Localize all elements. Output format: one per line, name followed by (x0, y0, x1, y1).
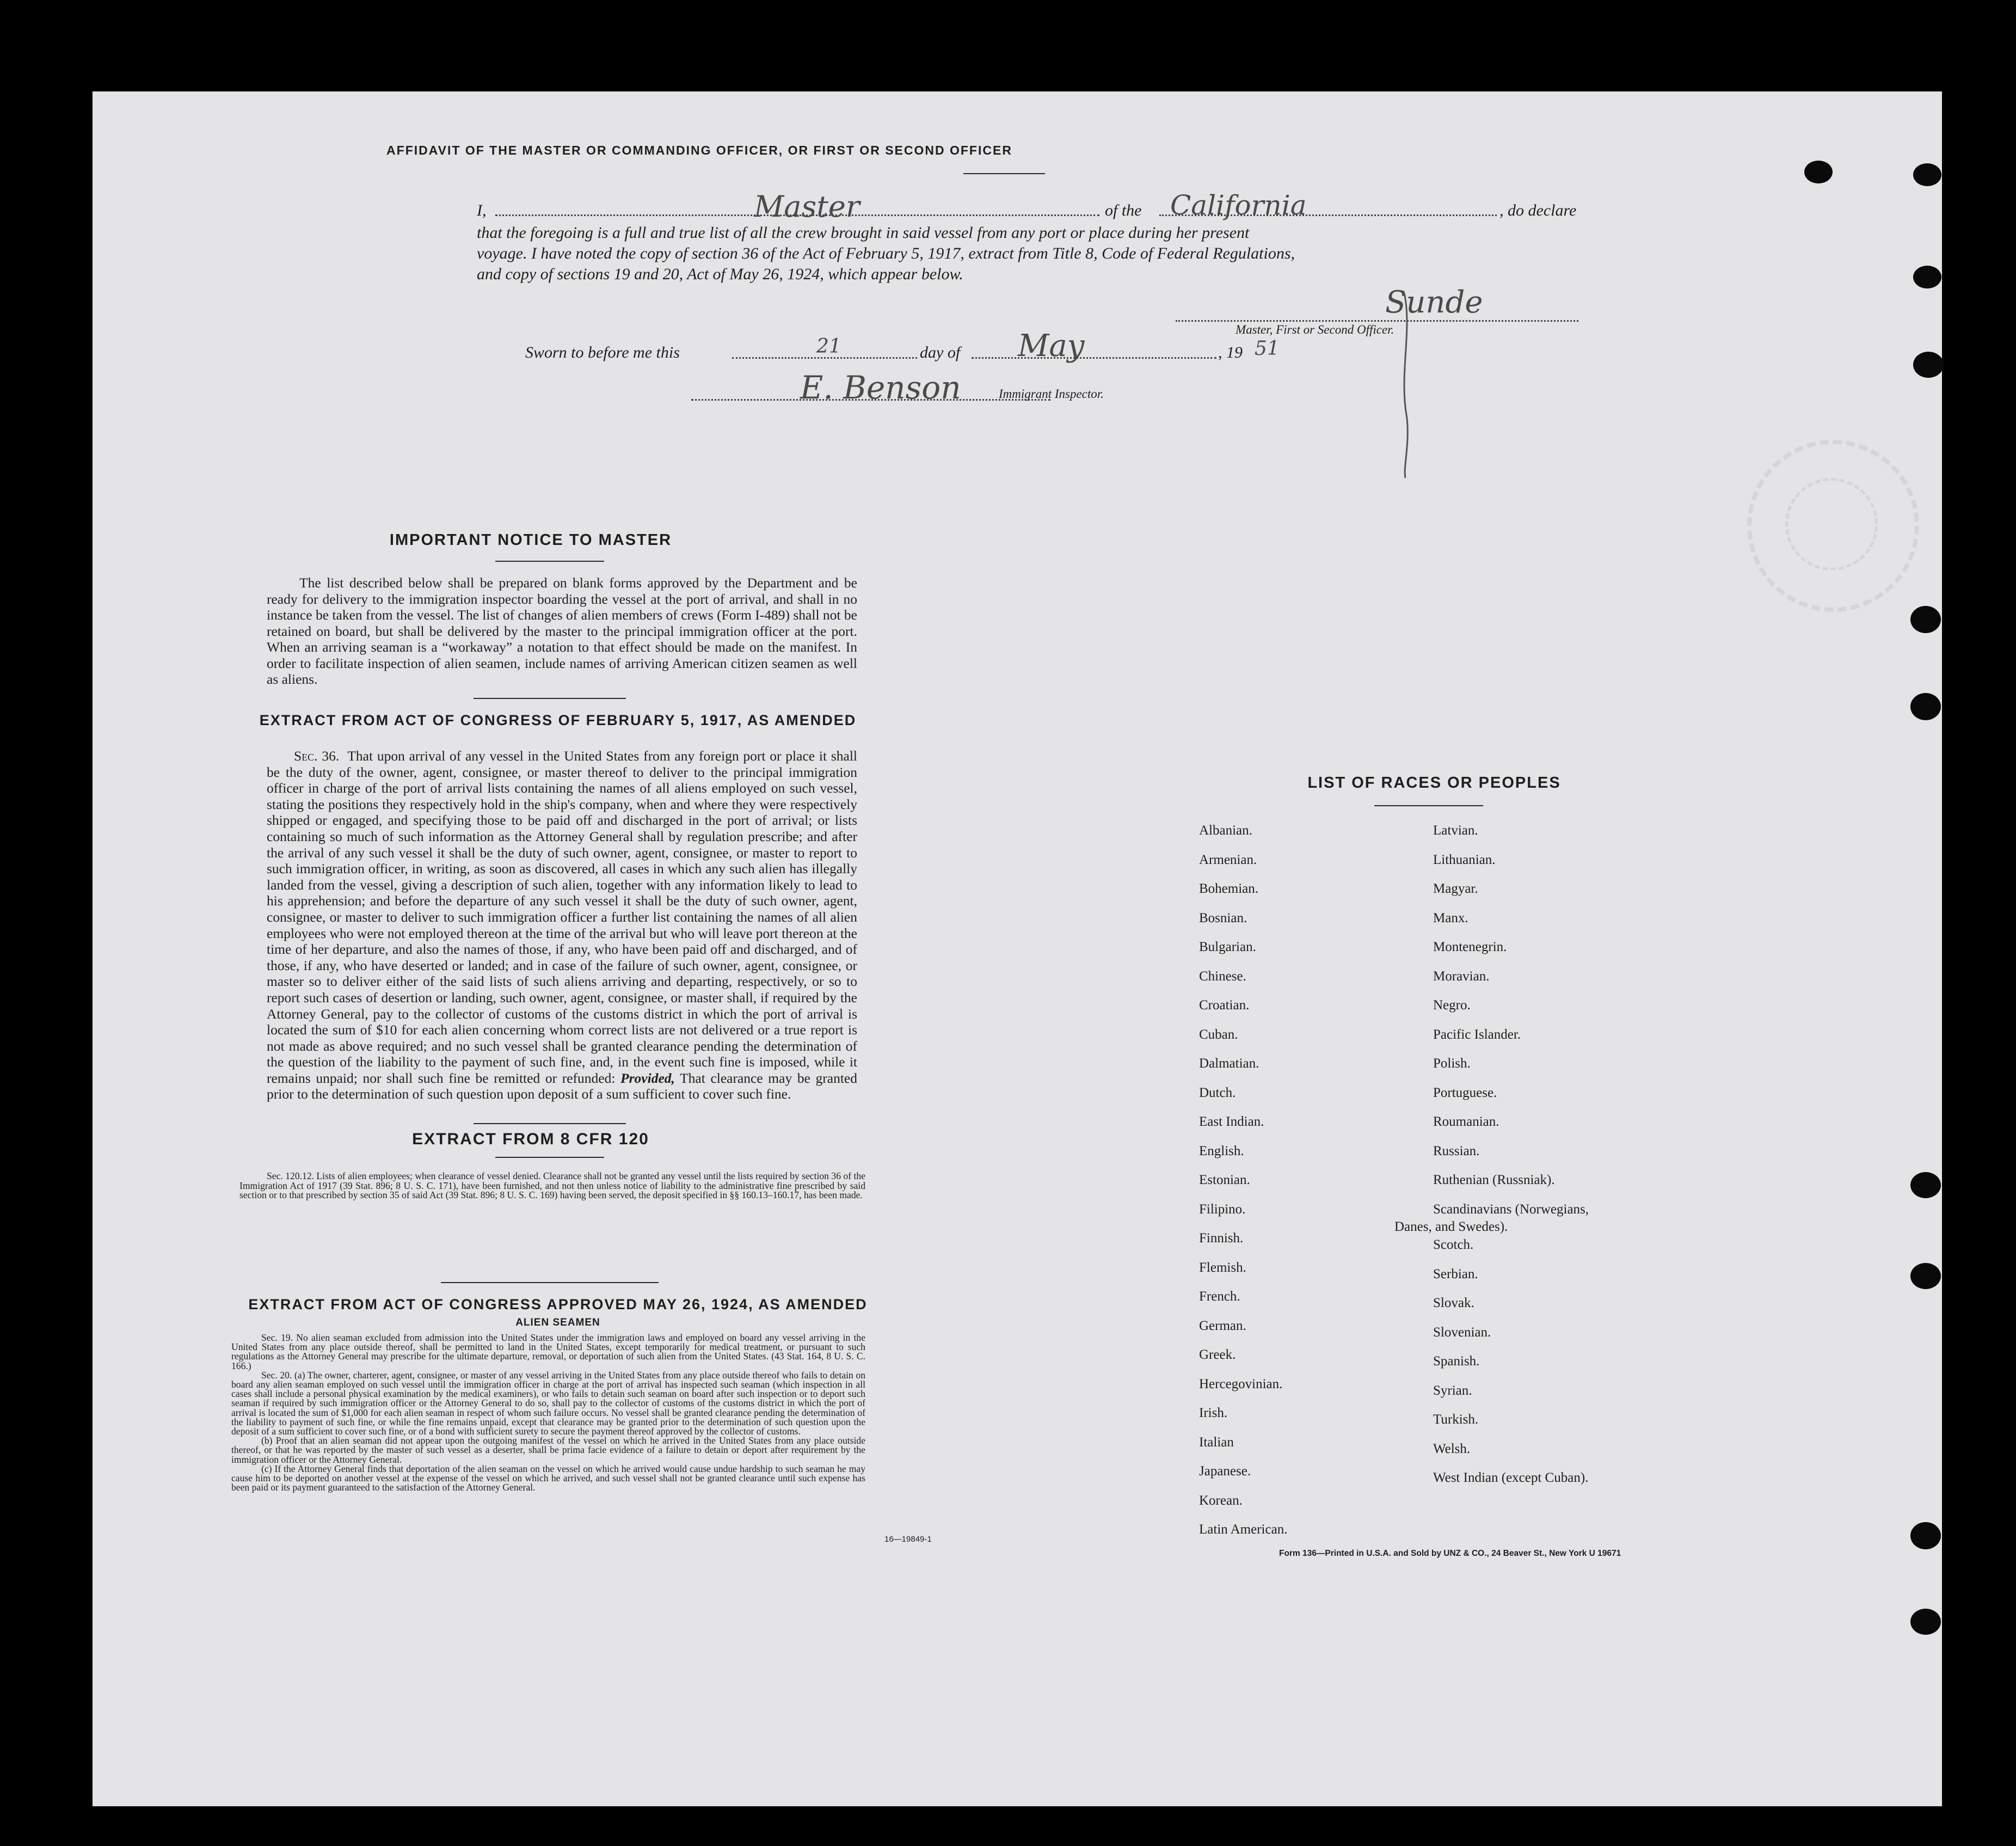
act1924-body (231, 1333, 865, 1492)
binder-hole (1913, 266, 1941, 289)
race-item: Slovenian. (1433, 1324, 1491, 1340)
race-item: Pacific Islander. (1433, 1027, 1521, 1042)
inspector-signature: E. Benson (800, 369, 961, 406)
month-dotted-line (972, 357, 1216, 359)
act1924-divider (441, 1282, 659, 1283)
race-item: Flemish. (1199, 1260, 1246, 1275)
race-item: Spanish. (1433, 1354, 1480, 1369)
race-item: Albanian. (1199, 823, 1252, 838)
cfr-title: EXTRACT FROM 8 CFR 120 (412, 1130, 649, 1148)
affidavit-line1-prefix: I, (477, 201, 487, 219)
master-handwriting: Master (754, 189, 860, 224)
race-item: Finnish. (1199, 1231, 1244, 1246)
race-item: Serbian. (1433, 1266, 1478, 1281)
cfr-title-divider (495, 1157, 604, 1158)
race-item: Armenian. (1199, 852, 1257, 867)
act1924-sec20b: (b) Proof that an alien seaman did not appear upon the outgoing manifest of the vessel on which he arrived in the United States from any place outside thereof, or that he was reported by the master of such vessel as a deserter, shall be prima facie evidence of a failure to detain or deport after requirement by the immigration officer or the Attorney General. (231, 1435, 865, 1465)
affidavit-line3: voyage. I have noted the copy of section 36 of the Act of February 5, 1917, extract from Title 8, Code of Federal Regulations, (477, 244, 1295, 262)
act1924-sec19: Sec. 19. No alien seaman excluded from admission into the United States under the immigration laws and employed on board any vessel arriving in the United States from any place outside thereof, shall be permitted to land in the United States, except temporarily for medical treatment, or pursuant to such regulations as the Attorney General may prescribe for the ultimate departure, removal, or deportation of such alien from the United States. (43 Stat. 164, 8 U. S. C. 166.) (231, 1332, 865, 1371)
affidavit-divider (963, 173, 1045, 174)
affidavit-line4: and copy of sections 19 and 20, Act of May 26, 1924, which appear below. (477, 265, 963, 283)
race-item: West Indian (except Cuban). (1433, 1470, 1589, 1485)
race-item: Portuguese. (1433, 1085, 1497, 1100)
sworn-month: May (1018, 328, 1085, 364)
race-item: English. (1199, 1143, 1244, 1158)
race-item: Lithuanian. (1433, 852, 1496, 867)
affidavit-line1-mid: of the (1105, 201, 1142, 219)
race-item: Bohemian. (1199, 881, 1259, 896)
race-item: Scotch. (1433, 1237, 1474, 1252)
act1917-body (267, 748, 857, 1102)
race-item: Bulgarian. (1199, 940, 1256, 954)
race-item: Italian (1199, 1434, 1234, 1450)
sworn-year-prefix: , 19 (1218, 344, 1243, 361)
signature-dotted-line (1176, 320, 1578, 322)
race-item: Scandinavians (Norwegians, (1433, 1201, 1589, 1217)
document-sheet (93, 91, 1942, 1806)
act1924-subtitle: ALIEN SEAMEN (515, 1317, 600, 1328)
binder-hole (1910, 1609, 1941, 1635)
race-item: Slovak. (1433, 1296, 1474, 1310)
race-item: Magyar. (1433, 881, 1478, 896)
sworn-year: 51 (1255, 338, 1280, 360)
binder-hole (1910, 1522, 1941, 1549)
act1924-code: 16—19849-1 (884, 1535, 932, 1544)
race-item: Croatian. (1199, 998, 1250, 1013)
affidavit-title: AFFIDAVIT OF THE MASTER OR COMMANDING OFFICER, OR FIRST OR SECOND OFFICER (386, 143, 1012, 157)
act1917-text: That upon arrival of any vessel in the United States from any foreign port or place it shall be the duty of the owner, agent, consignee, or master thereof to deliver to the principal immigration officer in charge of the port of arrival lists containing the names of all aliens employed on such vessel, stating the positions they respectively hold in the ship's company, when and where they were respectively shipped or engaged, and specifying those to be paid off and discharged in the port of arrival; or lists containing so much of such information as the Attorney General shall by regulation prescribe; and after the arrival of any such vessel it shall be the duty of such owner, agent, consignee, or master to report to such immigration officer, in writing, as soon as discovered, all cases in which any such alien has illegally landed from the vessel, giving a description of such alien, together with any information likely to lead to his apprehension; and before the departure of any such vessel it shall be the duty of such owner, agent, consignee, or master to deliver to such immigration officer a further list containing the names of all alien employees who were not employed thereon at the time of the arrival but who will leave port thereon at the time of her departure, and also the names of those, if any, who have been paid off and discharged, and of those, if any, who have deserted or landed; and in case of the failure of such owner, agent, consignee, or master so to deliver either of the said lists of such aliens arriving and departing, respectively, or so to report such cases of desertion or landing, such owner, agent, consignee, or master shall, if required by the Attorney General, pay to the collector of customs of the customs district in which the port of arrival is located the sum of $10 for each alien concerning whom correct lists are not delivered or a true report is not made as above required; and no such vessel shall be granted clearance pending the determination of the question of the liability to the payment of such fine, and, in the event such fine is imposed, while it remains unpaid; nor shall such fine be remitted or refunded: (267, 748, 857, 1086)
race-item: Latvian. (1433, 823, 1478, 838)
sworn-day: 21 (816, 335, 841, 358)
race-item: German. (1199, 1318, 1246, 1333)
act1917-provided-word: Provided, (620, 1070, 675, 1086)
affidavit-line2: that the foregoing is a full and true list of all the crew brought in said vessel from any port or place during her present (477, 224, 1250, 242)
binder-hole (1910, 1263, 1941, 1289)
race-item: Dutch. (1199, 1085, 1236, 1100)
notice-text: The list described below shall be prepared on blank forms approved by the Department and be ready for delivery to the immigration inspector boarding the vessel at the port of arrival, and shall in no instance be taken from the vessel. The list of changes of alien members of crews (Form I-489) shall not be retained on board, but shall be delivered by the master to the principal immigration officer at the port. When an arriving seaman is a “workaway” a notation to that effect should be made on the manifest. In order to facilitate inspection of alien seamen, include names of arriving American citizen seamen as well as aliens. (267, 575, 857, 687)
affidavit-line1-suffix: , do declare (1499, 201, 1577, 219)
vessel-handwriting: California (1170, 189, 1307, 221)
act1924-sec20c: (c) If the Attorney General finds that deportation of the alien seaman on the vessel on which he arrived would cause undue hardship to such seaman he may cause him to be deported on another vessel at the expense of the vessel on which he arrived, and such vessel shall not be granted clearance until such expense has been paid or its payment guaranteed to the satisfaction of the Attorney General. (231, 1463, 865, 1493)
race-item: Irish. (1199, 1406, 1228, 1420)
race-item: Korean. (1199, 1493, 1243, 1508)
signature-flourish (1382, 287, 1426, 483)
master-signature: Sunde (1385, 285, 1483, 320)
race-item: Montenegrin. (1433, 940, 1507, 954)
inspector-caption: Immigrant Inspector. (999, 387, 1104, 401)
race-item: Dalmatian. (1199, 1056, 1259, 1071)
race-item: Filipino. (1199, 1201, 1246, 1217)
binder-hole (1913, 163, 1941, 186)
notice-title: IMPORTANT NOTICE TO MASTER (389, 531, 672, 549)
race-item: Ruthenian (Russniak). (1433, 1173, 1555, 1187)
race-item: Estonian. (1199, 1173, 1250, 1187)
race-item: Polish. (1433, 1056, 1471, 1071)
act1924-sec20a: Sec. 20. (a) The owner, charterer, agent, consignee, or master of any vessel arriving in the United States from any place outside thereof who fails to detain on board any alien seaman employed on such vessel until the immigration officer in charge at the port of arrival has inspected such seaman (which inspection in all cases shall include a personal physical examination by the medical examiners), or who fails to detain such seaman on board after such inspection or to deport such seaman if required by such immigration officer or the Attorney General to do so, shall pay to the collector of customs of the customs district in which the port of arrival is located the sum of $1,000 for each alien seaman in respect of whom such failure occurs. No vessel shall be granted clearance pending the determination of the liability to payment of such fine, or while the fine remains unpaid, except that clearance may be granted prior to the determination of such question upon the deposit of a sum sufficient to cover such fine, or of a bond with sufficient surety to secure the payment thereof approved by the collector of customs. (231, 1369, 865, 1437)
race-item: Russian. (1433, 1143, 1480, 1158)
races-divider (1374, 805, 1483, 806)
race-item: Moravian. (1433, 968, 1490, 984)
race-item: Welsh. (1433, 1441, 1471, 1456)
notice-end-divider (474, 698, 626, 699)
race-right-continuation: Danes, and Swedes). (1394, 1219, 1508, 1234)
races-title: LIST OF RACES OR PEOPLES (1307, 774, 1561, 792)
notice-divider (495, 561, 604, 562)
race-item: Greek. (1199, 1347, 1236, 1362)
binder-hole (1910, 693, 1941, 720)
race-item: East Indian. (1199, 1114, 1264, 1129)
race-item: Manx. (1433, 910, 1468, 925)
race-item: Syrian. (1433, 1383, 1472, 1398)
race-item: Cuban. (1199, 1027, 1238, 1042)
sworn-prefix: Sworn to before me this (525, 344, 680, 361)
race-item: Roumanian. (1433, 1114, 1499, 1129)
cfr-divider (474, 1123, 626, 1124)
signature-caption: Master, First or Second Officer. (1236, 323, 1394, 336)
race-item: Chinese. (1199, 968, 1246, 984)
race-item: Turkish. (1433, 1412, 1479, 1427)
act1924-title: EXTRACT FROM ACT OF CONGRESS APPROVED MAY 26, 1924, AS AMENDED (248, 1296, 868, 1313)
race-item: Japanese. (1199, 1464, 1251, 1479)
cfr-text: Sec. 120.12. Lists of alien employees; when clearance of vessel denied. Clearance shall not be granted any vessel until the lists required by section 36 of the Immigration Act of 1917 (39 Stat. 896; 8 U. S. C. 171), have been furnished, and not then unless notice of liability to the administrative fine prescribed by said section or to that prescribed by section 35 of said Act (39 Stat. 896; 8 U. S. C. 169) having been served, the deposit specified in §§ 160.13–160.17, has been made. (239, 1170, 865, 1200)
race-item: Bosnian. (1199, 910, 1247, 925)
binder-hole (1910, 606, 1941, 633)
binder-hole (1913, 352, 1944, 378)
binder-hole (1804, 161, 1833, 183)
race-item: Negro. (1433, 998, 1471, 1013)
race-item: French. (1199, 1289, 1240, 1304)
sworn-mid: day of (920, 344, 961, 361)
act1917-section-label: Sec. 36. (294, 748, 340, 764)
act1917-provided-text: That clearance may be granted prior to the determination of such question upon deposit of a sum sufficient to cover such fine. (267, 1070, 857, 1102)
embossed-seal-inner (1785, 478, 1878, 571)
race-item: Latin American. (1199, 1522, 1288, 1537)
binder-hole (1910, 1172, 1941, 1198)
form-footer: Form 136—Printed in U.S.A. and Sold by UNZ & CO., 24 Beaver St., New York U 19671 (1279, 1549, 1621, 1558)
act1917-title: EXTRACT FROM ACT OF CONGRESS OF FEBRUARY 5, 1917, AS AMENDED (259, 712, 857, 728)
race-item: Hercegovinian. (1199, 1376, 1283, 1391)
